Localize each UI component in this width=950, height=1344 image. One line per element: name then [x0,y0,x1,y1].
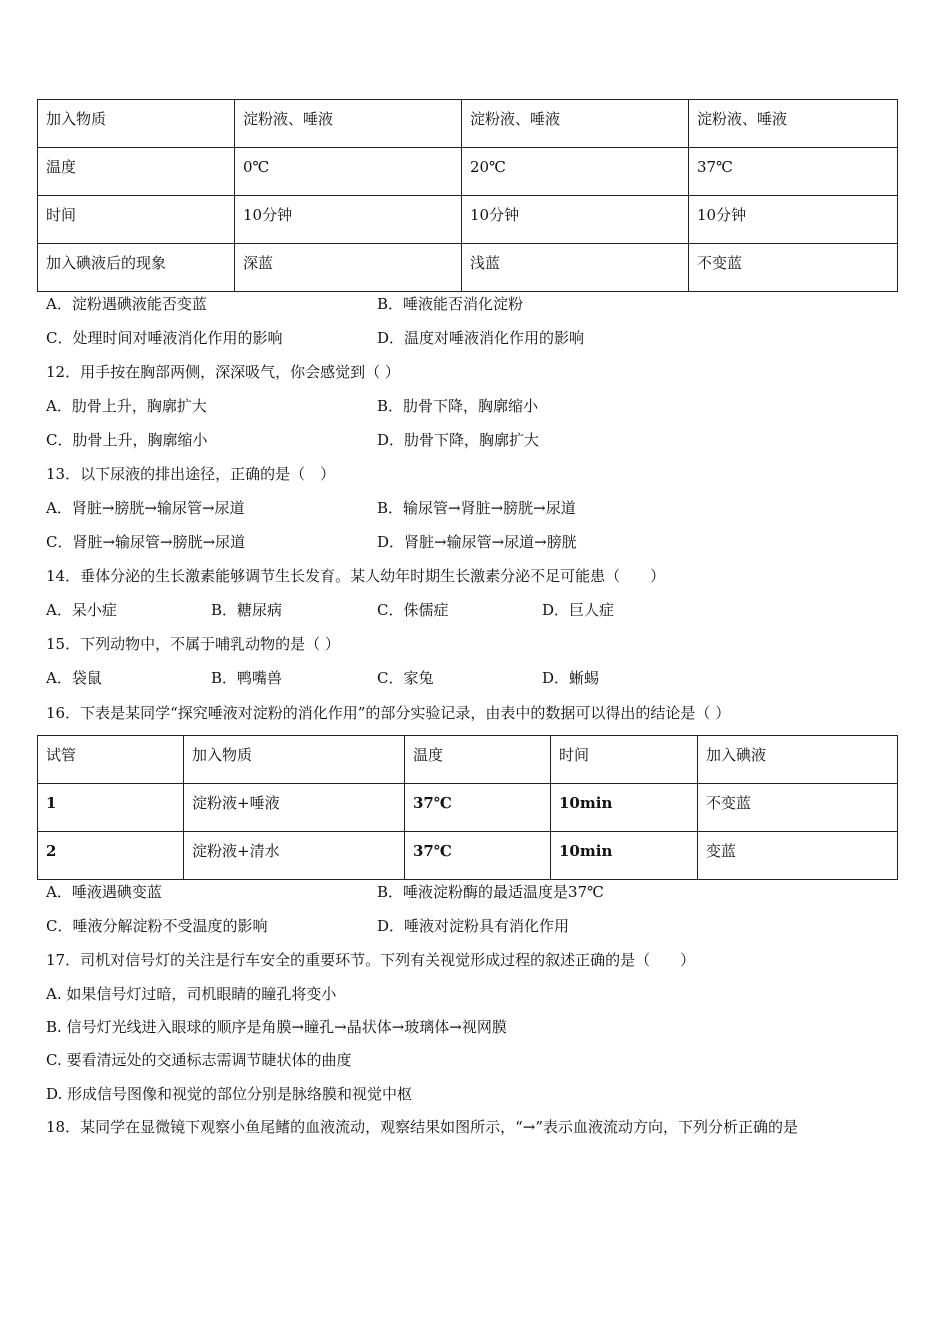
experiment-table-1 [37,99,898,292]
table-cell: 1 [38,784,184,832]
table-row [38,736,898,784]
q14-option-c: C．侏儒症 [377,601,449,619]
q14-stem: 14．垂体分泌的生长激素能够调节生长发育。某人幼年时期生长激素分泌不足可能患（ ） [46,567,666,585]
q18-stem: 18．某同学在显微镜下观察小鱼尾鳍的血液流动，观察结果如图所示，“→”表示血液流动方向，下列分析正确的是 [46,1118,798,1136]
q11-option-b: B．唾液能否消化淀粉 [377,295,524,313]
table-cell: 37℃ [405,784,551,832]
q11-option-a: A．淀粉遇碘液能否变蓝 [46,295,207,313]
table-cell: 37℃ [405,832,551,880]
q11-option-d: D．温度对唾液消化作用的影响 [377,329,585,347]
table-cell: 加入碘液后的现象 [38,244,235,292]
table-cell: 浅蓝 [462,244,689,292]
q15-stem: 15．下列动物中，不属于哺乳动物的是（ ） [46,635,340,653]
q15-option-a: A．袋鼠 [46,669,102,687]
table-cell: 淀粉液+清水 [184,832,405,880]
q15-option-c: C．家兔 [377,669,434,687]
q13-option-b: B．输尿管→肾脏→膀胱→尿道 [377,499,576,517]
table-row [38,784,898,832]
table-cell: 时间 [38,196,235,244]
q17-option-c: C. 要看清远处的交通标志需调节睫状体的曲度 [46,1051,352,1069]
table-cell: 10min [551,832,698,880]
table-cell: 37℃ [689,148,898,196]
table-row [38,196,898,244]
q12-stem: 12．用手按在胸部两侧，深深吸气，你会感觉到（ ） [46,363,400,381]
table-cell: 温度 [38,148,235,196]
table-cell: 深蓝 [235,244,462,292]
q16-option-c: C．唾液分解淀粉不受温度的影响 [46,917,268,935]
table-cell: 时间 [551,736,698,784]
q16-option-d: D．唾液对淀粉具有消化作用 [377,917,570,935]
table-row [38,148,898,196]
q13-option-d: D．肾脏→输尿管→尿道→膀胱 [377,533,577,551]
table-cell: 0℃ [235,148,462,196]
table-cell: 淀粉液、唾液 [462,100,689,148]
q16-option-b: B．唾液淀粉酶的最适温度是37℃ [377,883,604,901]
q13-stem: 13．以下尿液的排出途径，正确的是（ ） [46,465,336,483]
table-row [38,832,898,880]
table-cell: 淀粉液、唾液 [235,100,462,148]
table-cell: 不变蓝 [698,784,898,832]
q11-option-c: C．处理时间对唾液消化作用的影响 [46,329,283,347]
experiment-table-2 [37,735,898,880]
table-cell: 不变蓝 [689,244,898,292]
q12-option-d: D．肋骨下降，胸廓扩大 [377,431,540,449]
table-cell: 10分钟 [235,196,462,244]
q14-option-b: B．糖尿病 [211,601,283,619]
table-cell: 变蓝 [698,832,898,880]
q14-option-a: A．呆小症 [46,601,117,619]
table-cell: 加入物质 [184,736,405,784]
table-cell: 试管 [38,736,184,784]
q17-option-d: D. 形成信号图像和视觉的部位分别是脉络膜和视觉中枢 [46,1085,413,1103]
table-cell: 加入物质 [38,100,235,148]
q14-option-d: D．巨人症 [542,601,615,619]
table-cell: 温度 [405,736,551,784]
q13-option-c: C．肾脏→输尿管→膀胱→尿道 [46,533,246,551]
table-cell: 淀粉液、唾液 [689,100,898,148]
q15-option-d: D．蜥蜴 [542,669,600,687]
table-cell: 10min [551,784,698,832]
table-cell: 20℃ [462,148,689,196]
q17-stem: 17．司机对信号灯的关注是行车安全的重要环节。下列有关视觉形成过程的叙述正确的是（ ） [46,951,696,969]
q13-option-a: A．肾脏→膀胱→输尿管→尿道 [46,499,245,517]
table-cell: 10分钟 [689,196,898,244]
table-cell: 2 [38,832,184,880]
q12-option-c: C．肋骨上升，胸廓缩小 [46,431,208,449]
q16-stem: 16．下表是某同学“探究唾液对淀粉的消化作用”的部分实验记录，由表中的数据可以得出的结论是（ ） [46,704,731,722]
q12-option-b: B．肋骨下降，胸廓缩小 [377,397,539,415]
table-cell: 10分钟 [462,196,689,244]
table-cell: 淀粉液+唾液 [184,784,405,832]
q15-option-b: B．鸭嘴兽 [211,669,283,687]
q17-option-a: A. 如果信号灯过暗，司机眼睛的瞳孔将变小 [46,985,337,1003]
q17-option-b: B. 信号灯光线进入眼球的顺序是角膜→瞳孔→晶状体→玻璃体→视网膜 [46,1018,507,1036]
q12-option-a: A．肋骨上升，胸廓扩大 [46,397,207,415]
table-cell: 加入碘液 [698,736,898,784]
q16-option-a: A．唾液遇碘变蓝 [46,883,162,901]
table-row [38,244,898,292]
table-row [38,100,898,148]
